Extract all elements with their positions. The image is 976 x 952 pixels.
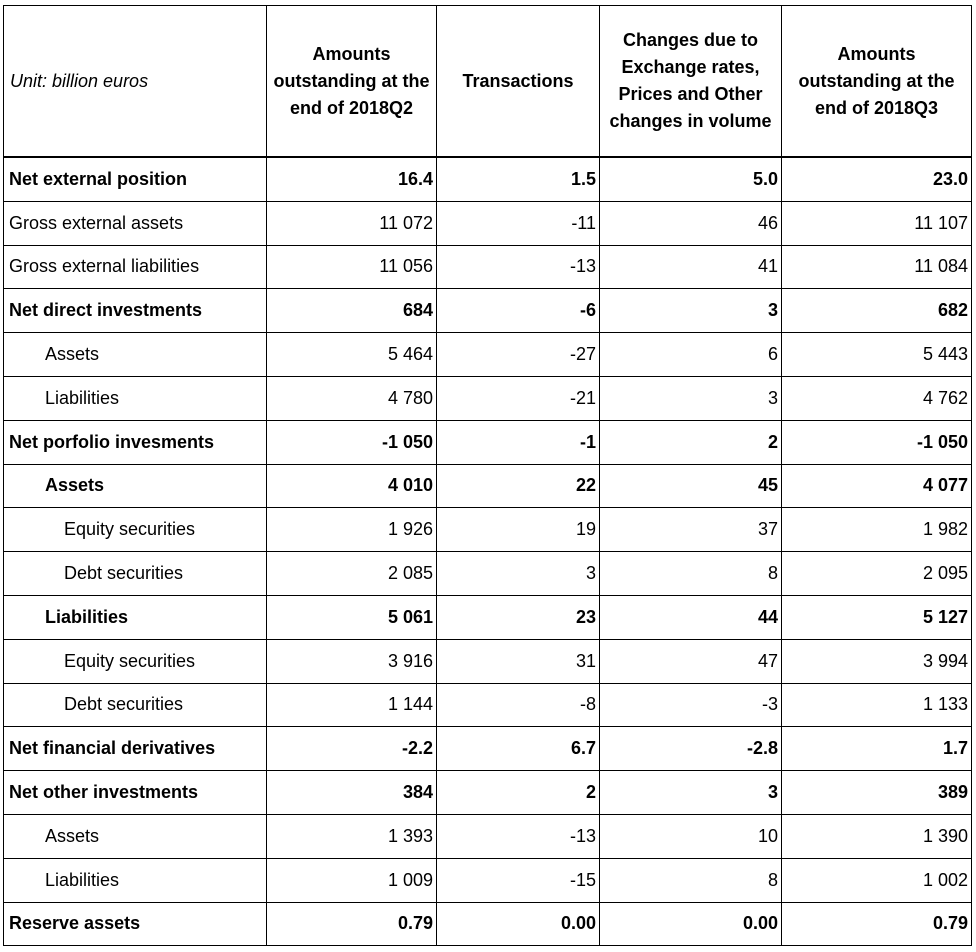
iip-table-container (3, 5, 972, 946)
cell-value: -3 (600, 683, 782, 727)
table-row (4, 464, 972, 508)
cell-value: 11 107 (782, 201, 972, 245)
row-label: Assets (4, 333, 267, 377)
row-label: Liabilities (4, 595, 267, 639)
cell-value: -27 (437, 333, 600, 377)
cell-value: 6 (600, 333, 782, 377)
cell-value: 0.00 (437, 902, 600, 946)
row-label: Liabilities (4, 858, 267, 902)
table-row (4, 245, 972, 289)
cell-value: 16.4 (267, 157, 437, 201)
cell-value: -2.8 (600, 727, 782, 771)
row-label: Assets (4, 814, 267, 858)
row-label: Net external position (4, 157, 267, 201)
cell-value: -15 (437, 858, 600, 902)
table-row (4, 683, 972, 727)
cell-value: -11 (437, 201, 600, 245)
iip-table (3, 5, 972, 946)
row-label: Net direct investments (4, 289, 267, 333)
cell-value: 47 (600, 639, 782, 683)
row-label: Equity securities (4, 639, 267, 683)
cell-value: -1 (437, 420, 600, 464)
cell-value: -1 050 (267, 420, 437, 464)
cell-value: 682 (782, 289, 972, 333)
cell-value: 1 390 (782, 814, 972, 858)
cell-value: 3 (600, 289, 782, 333)
cell-value: 2 (437, 771, 600, 815)
cell-value: 1.7 (782, 727, 972, 771)
cell-value: 8 (600, 552, 782, 596)
cell-value: 3 994 (782, 639, 972, 683)
cell-value: -2.2 (267, 727, 437, 771)
table-row (4, 552, 972, 596)
cell-value: 1 133 (782, 683, 972, 727)
table-row (4, 508, 972, 552)
table-row (4, 814, 972, 858)
cell-value: 41 (600, 245, 782, 289)
cell-value: 2 (600, 420, 782, 464)
unit-label: Unit: billion euros (4, 6, 267, 158)
row-label: Assets (4, 464, 267, 508)
table-row (4, 858, 972, 902)
cell-value: 384 (267, 771, 437, 815)
table-row (4, 771, 972, 815)
cell-value: 1 144 (267, 683, 437, 727)
table-row (4, 595, 972, 639)
table-row (4, 639, 972, 683)
cell-value: 2 095 (782, 552, 972, 596)
row-label: Liabilities (4, 376, 267, 420)
cell-value: 4 762 (782, 376, 972, 420)
cell-value: 6.7 (437, 727, 600, 771)
cell-value: -1 050 (782, 420, 972, 464)
row-label: Equity securities (4, 508, 267, 552)
cell-value: 5 443 (782, 333, 972, 377)
cell-value: 5 127 (782, 595, 972, 639)
cell-value: -6 (437, 289, 600, 333)
cell-value: 3 (437, 552, 600, 596)
cell-value: 19 (437, 508, 600, 552)
cell-value: 684 (267, 289, 437, 333)
cell-value: 37 (600, 508, 782, 552)
cell-value: 44 (600, 595, 782, 639)
cell-value: 11 084 (782, 245, 972, 289)
cell-value: 23 (437, 595, 600, 639)
cell-value: 23.0 (782, 157, 972, 201)
cell-value: 0.00 (600, 902, 782, 946)
cell-value: 10 (600, 814, 782, 858)
cell-value: 0.79 (267, 902, 437, 946)
cell-value: 389 (782, 771, 972, 815)
header-row (4, 6, 972, 158)
cell-value: 5 061 (267, 595, 437, 639)
col-header-transactions: Transactions (437, 6, 600, 158)
cell-value: -8 (437, 683, 600, 727)
cell-value: 22 (437, 464, 600, 508)
cell-value: 4 077 (782, 464, 972, 508)
table-row (4, 902, 972, 946)
table-row (4, 289, 972, 333)
row-label: Net porfolio invesments (4, 420, 267, 464)
table-row (4, 157, 972, 201)
row-label: Reserve assets (4, 902, 267, 946)
cell-value: 11 056 (267, 245, 437, 289)
cell-value: 1.5 (437, 157, 600, 201)
table-row (4, 201, 972, 245)
cell-value: 31 (437, 639, 600, 683)
table-row (4, 420, 972, 464)
cell-value: 2 085 (267, 552, 437, 596)
cell-value: 45 (600, 464, 782, 508)
cell-value: -13 (437, 814, 600, 858)
cell-value: -13 (437, 245, 600, 289)
row-label: Gross external liabilities (4, 245, 267, 289)
row-label: Gross external assets (4, 201, 267, 245)
cell-value: 5 464 (267, 333, 437, 377)
cell-value: 4 010 (267, 464, 437, 508)
cell-value: 11 072 (267, 201, 437, 245)
row-label: Net other investments (4, 771, 267, 815)
cell-value: 46 (600, 201, 782, 245)
cell-value: 0.79 (782, 902, 972, 946)
cell-value: 1 982 (782, 508, 972, 552)
row-label: Debt securities (4, 683, 267, 727)
cell-value: 3 (600, 771, 782, 815)
table-row (4, 333, 972, 377)
row-label: Net financial derivatives (4, 727, 267, 771)
col-header-q3: Amounts outstanding at the end of 2018Q3 (782, 6, 972, 158)
col-header-changes: Changes due to Exchange rates, Prices and Other changes in volume (600, 6, 782, 158)
cell-value: 1 393 (267, 814, 437, 858)
cell-value: 3 916 (267, 639, 437, 683)
cell-value: 1 009 (267, 858, 437, 902)
cell-value: 3 (600, 376, 782, 420)
col-header-q2: Amounts outstanding at the end of 2018Q2 (267, 6, 437, 158)
cell-value: 1 002 (782, 858, 972, 902)
cell-value: 5.0 (600, 157, 782, 201)
cell-value: 4 780 (267, 376, 437, 420)
row-label: Debt securities (4, 552, 267, 596)
table-row (4, 376, 972, 420)
cell-value: 8 (600, 858, 782, 902)
cell-value: -21 (437, 376, 600, 420)
table-row (4, 727, 972, 771)
cell-value: 1 926 (267, 508, 437, 552)
